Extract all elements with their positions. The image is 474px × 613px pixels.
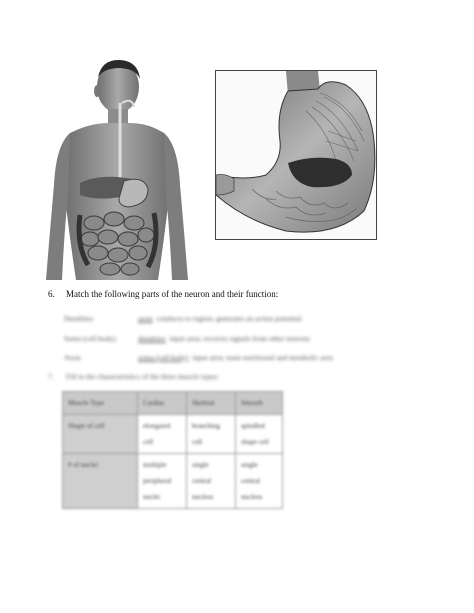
- cell-line: shape cell: [241, 438, 269, 446]
- question-7-text: Fill in the characteristics of the three muscle types:: [66, 372, 219, 381]
- cell-line: cell: [143, 438, 154, 446]
- cell-line: nuclei: [143, 493, 161, 501]
- cell-line: central: [192, 477, 212, 485]
- table-cell: [187, 454, 236, 509]
- cell-line: nucleus: [241, 493, 263, 501]
- question-6: [48, 289, 278, 299]
- cell-line: multiple: [143, 461, 167, 469]
- table-row: [63, 415, 283, 454]
- match-term: Dendrites: [64, 314, 94, 323]
- muscle-types-table: [62, 391, 283, 509]
- table-row-label: Shape of cell: [63, 415, 138, 454]
- match-answer: axon: [138, 314, 153, 323]
- table-cell: [138, 454, 187, 509]
- match-term: Axon: [64, 353, 81, 362]
- match-row-2: [64, 334, 310, 343]
- match-row-3: [64, 353, 333, 362]
- table-cell: [187, 415, 236, 454]
- cell-line: peripheral: [143, 477, 172, 485]
- table-header: Smooth: [236, 392, 283, 415]
- table-header: Skeletal: [187, 392, 236, 415]
- question-6-text: Match the following parts of the neuron and their function:: [66, 289, 279, 299]
- match-answer: dendrites: [138, 334, 166, 343]
- cell-line: elongated: [143, 422, 171, 430]
- table-cell: [138, 415, 187, 454]
- table-cell: [236, 454, 283, 509]
- stomach-cross-section-image: [215, 70, 377, 240]
- match-row-1: [64, 314, 302, 323]
- cell-line: cell: [192, 438, 203, 446]
- table-row: [63, 454, 283, 509]
- table-header: Muscle Type: [63, 392, 138, 415]
- match-description: conducts to region; generates an action potential: [156, 314, 302, 323]
- cell-line: central: [241, 477, 261, 485]
- question-7: [48, 372, 219, 381]
- table-header-row: [63, 392, 283, 415]
- cell-line: nucleus: [192, 493, 214, 501]
- cell-line: spindled: [241, 422, 265, 430]
- match-description: input area; main nutritional and metabolic area: [192, 353, 333, 362]
- question-7-number: 7.: [48, 372, 54, 381]
- question-6-number: 6.: [48, 289, 55, 299]
- table-header: Cardiac: [138, 392, 187, 415]
- table-cell: [236, 415, 283, 454]
- table-row-label: # of nuclei: [63, 454, 138, 509]
- cell-line: single: [192, 461, 209, 469]
- match-answer: soma (cell body): [138, 353, 189, 362]
- cell-line: single: [241, 461, 258, 469]
- human-digestive-system-image: [40, 55, 190, 280]
- match-term: Soma (cell body): [64, 334, 116, 343]
- cell-line: branching: [192, 422, 220, 430]
- match-description: input area; receives signals from other neurons: [169, 334, 310, 343]
